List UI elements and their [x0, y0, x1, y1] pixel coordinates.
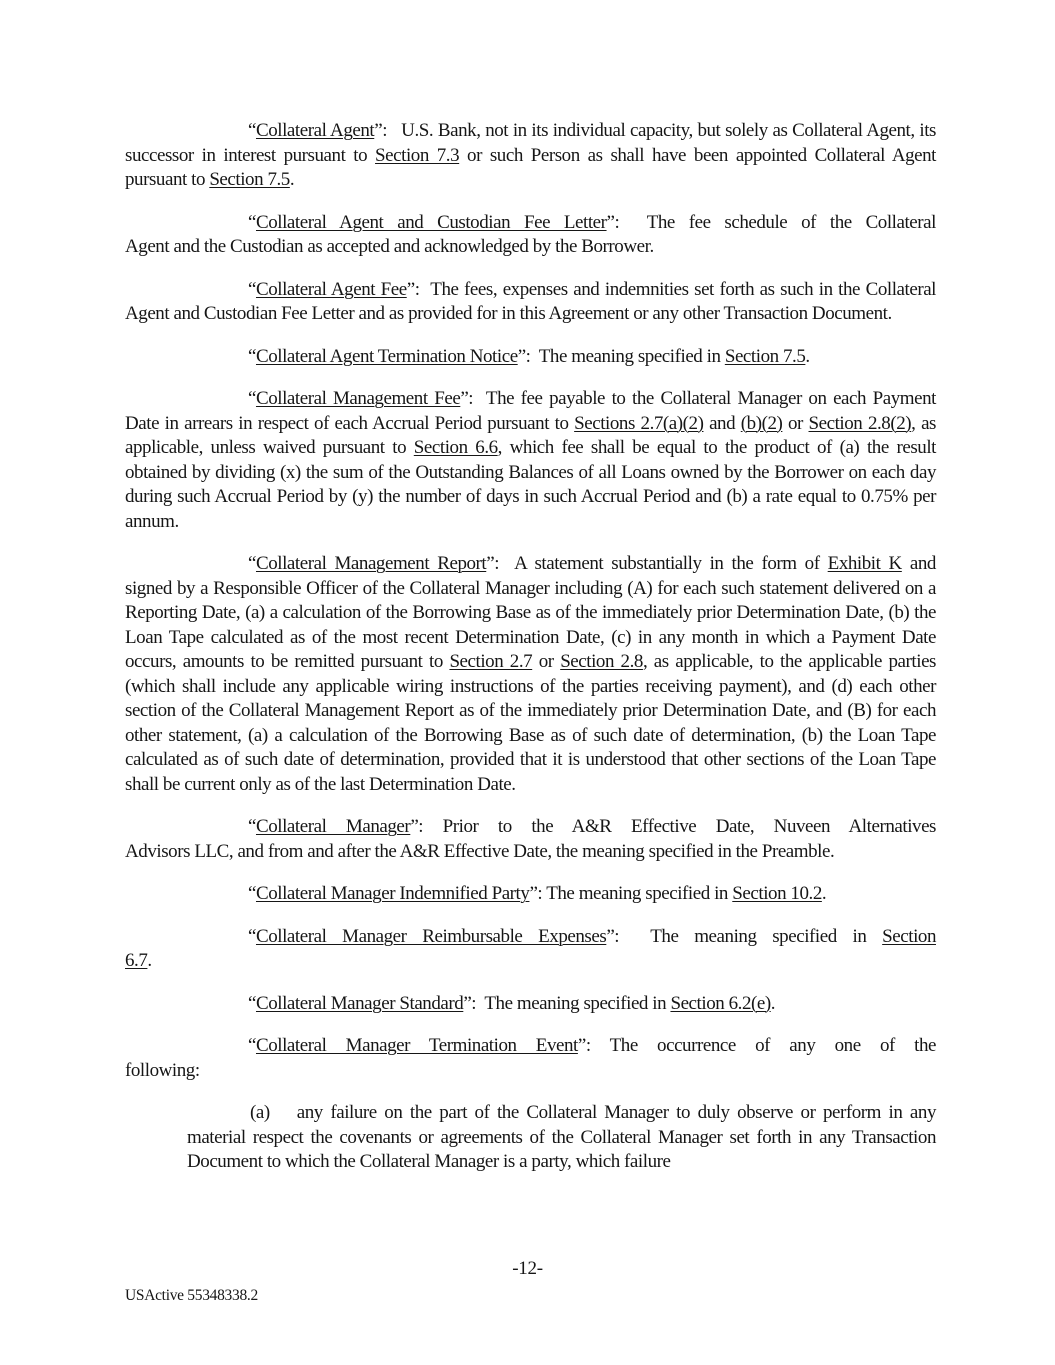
- underlined-text: Section 2.8(2): [808, 412, 912, 434]
- text-segment: “: [248, 1035, 256, 1056]
- underlined-text: Collateral Manager Standard: [255, 992, 464, 1014]
- underlined-text: Collateral Manager Indemnified Party: [255, 883, 530, 904]
- text-segment: .: [821, 883, 827, 904]
- underlined-text: Collateral Agent Fee: [255, 278, 407, 300]
- underlined-text: Sections 2.7(a)(2): [574, 412, 704, 434]
- text-line: [125, 925, 936, 950]
- definition-collateral-manager-reimbursable-expenses: [125, 925, 936, 974]
- definition-collateral-management-fee: [125, 387, 936, 534]
- underlined-text: Section 7.3: [375, 144, 460, 166]
- text-segment: ”: Prior to the A&R Effective Date, Nuveen Alternatives: [410, 816, 936, 837]
- text-segment: .: [770, 992, 776, 1014]
- text-line: [125, 387, 936, 534]
- definition-collateral-manager-termination-event: [125, 1034, 936, 1083]
- text-line: [125, 211, 936, 236]
- page-number: -12-: [512, 1258, 543, 1279]
- underlined-text: Section 6.6: [413, 437, 498, 458]
- text-segment: ”: The fee payable to the Collateral Manager on each Payment Date in arrears in respect of each Accrual Period pursuant to: [125, 388, 936, 434]
- definition-collateral-agent-fee: [125, 278, 936, 327]
- text-segment: .: [805, 345, 810, 367]
- text-line: [125, 552, 936, 797]
- definition-collateral-manager-indemnified-party: [125, 882, 936, 907]
- text-line: [125, 949, 936, 974]
- underlined-text: Section 7.5: [724, 345, 806, 367]
- underlined-text: Collateral Manager: [255, 816, 411, 837]
- text-line: [125, 882, 936, 907]
- text-segment: ”: The fee schedule of the Collateral: [606, 211, 936, 233]
- text-segment: , as applicable, to the applicable parties (which shall include any applicable wiring instructions of the parties receiving payment), and (d) each other section of the Collateral Management Report as of the immediately prior Determination Date, and (B) for each other statement, (a) a calculation of the Borrowing Base as of such date of determination, (b) the Loan Tape calculated as of such date of determination, provided that it is understood that other sections of the Loan Tape shall be current only as of the last Determination Date.: [125, 651, 936, 795]
- text-line: [125, 1034, 936, 1059]
- definition-collateral-manager-standard: [125, 992, 936, 1017]
- text-segment: “: [248, 925, 256, 947]
- underlined-text: Section 7.5: [209, 169, 290, 190]
- text-segment: any failure on the part of the Collateral Manager to duly observe or perform in any material respect the covenants or agreements of the Collateral Manager set forth in any Transaction Document to which the Collateral Manager is a party, which failure: [187, 1102, 936, 1172]
- text-segment: ”: The fees, expenses and indemnities set forth as such in the Collateral Agent and Custodian Fee Letter and as provided for in this Agreement or any other Transaction Document.: [125, 278, 937, 324]
- text-segment: “: [248, 345, 256, 367]
- underlined-text: Collateral Manager Reimbursable Expenses: [255, 925, 607, 947]
- text-segment: “: [248, 278, 256, 300]
- text-segment: Agent and the Custodian as accepted and acknowledged by the Borrower.: [125, 236, 654, 257]
- underlined-text: Collateral Agent and Custodian Fee Letter: [255, 211, 607, 233]
- underlined-text: Section: [882, 925, 936, 947]
- text-line: [125, 278, 936, 327]
- text-segment: or: [532, 651, 561, 672]
- underlined-text: Section 6.2(e): [670, 992, 771, 1014]
- underlined-text: (b)(2): [740, 412, 783, 434]
- text-line: [187, 1101, 936, 1175]
- definition-collateral-agent: [125, 119, 936, 193]
- text-segment: “: [248, 211, 256, 233]
- text-segment: ”: The meaning specified in: [517, 345, 725, 367]
- text-line: [125, 119, 936, 193]
- text-line: [125, 815, 936, 840]
- text-segment: “: [248, 816, 256, 837]
- underlined-text: Collateral Agent Termination Notice: [255, 345, 518, 367]
- text-segment: “: [248, 883, 256, 904]
- definition-collateral-agent-and-custodian-fee-letter: [125, 211, 936, 260]
- text-line: [125, 345, 936, 370]
- text-segment: ”: A statement substantially in the form of: [486, 553, 828, 574]
- text-segment: “: [248, 992, 256, 1014]
- underlined-text: Collateral Agent: [255, 120, 375, 141]
- text-segment: ”: U.S. Bank, not in its individual capacity, but solely as Collateral Agent, its successor in interest pursuant to: [125, 120, 936, 166]
- underlined-text: Section 2.8: [560, 651, 643, 672]
- text-line: [125, 235, 936, 260]
- text-segment: ”: The meaning specified in: [463, 992, 671, 1014]
- text-segment: .: [147, 950, 152, 971]
- definition-collateral-manager: [125, 815, 936, 864]
- definition-collateral-management-report: [125, 552, 936, 797]
- document-id-stamp: USActive 55348338.2: [125, 1287, 258, 1304]
- underlined-text: Collateral Management Fee: [255, 388, 461, 409]
- text-segment: (a): [250, 1102, 270, 1123]
- document-body: [125, 119, 936, 1193]
- text-segment: ”: The meaning specified in: [529, 883, 733, 904]
- underlined-text: Collateral Management Report: [255, 553, 487, 574]
- underlined-text: Section 10.2: [732, 883, 822, 904]
- tab-spacer: [270, 1101, 297, 1126]
- text-segment: or: [782, 412, 809, 434]
- text-line: [125, 840, 936, 865]
- text-line: [125, 1059, 936, 1084]
- text-segment: ”: The meaning specified in: [606, 925, 883, 947]
- text-segment: “: [248, 120, 256, 141]
- underlined-text: Section 2.7: [449, 651, 533, 672]
- text-segment: Advisors LLC, and from and after the A&R Effective Date, the meaning specified in the Preamble.: [125, 840, 835, 862]
- text-segment: ”: The occurrence of any one of the: [577, 1035, 936, 1056]
- text-segment: , as applicable, unless waived pursuant to: [125, 412, 937, 458]
- text-segment: , which fee shall be equal to the product of (a) the result obtained by dividing (x) the sum of the Outstanding Balances of all Loans owned by the Borrower on each day during such Accrual Period by (y) the number of days in such Accrual Period and (b) a rate equal to 0.75% per annum.: [125, 437, 936, 532]
- text-segment: or such Person as shall have been appointed Collateral Agent pursuant to: [125, 144, 936, 190]
- clause-a: [187, 1101, 936, 1175]
- text-segment: following:: [125, 1059, 200, 1081]
- definition-collateral-agent-termination-notice: [125, 345, 936, 370]
- underlined-text: 6.7: [125, 950, 148, 971]
- text-segment: and signed by a Responsible Officer of the Collateral Manager including (A) for each such statement delivered on a Reporting Date, (a) a calculation of the Borrowing Base as of the immediately prior Determination Date, (b) the Loan Tape calculated as of the most recent Determination Date, (c) in any month in which a Payment Date occurs, amounts to be remitted pursuant to: [125, 553, 936, 672]
- text-segment: “: [248, 553, 256, 574]
- text-line: [125, 992, 936, 1017]
- text-segment: and: [703, 412, 741, 434]
- underlined-text: Collateral Manager Termination Event: [255, 1035, 578, 1056]
- text-segment: .: [289, 169, 295, 190]
- underlined-text: Exhibit K: [827, 553, 902, 574]
- text-segment: “: [248, 388, 256, 409]
